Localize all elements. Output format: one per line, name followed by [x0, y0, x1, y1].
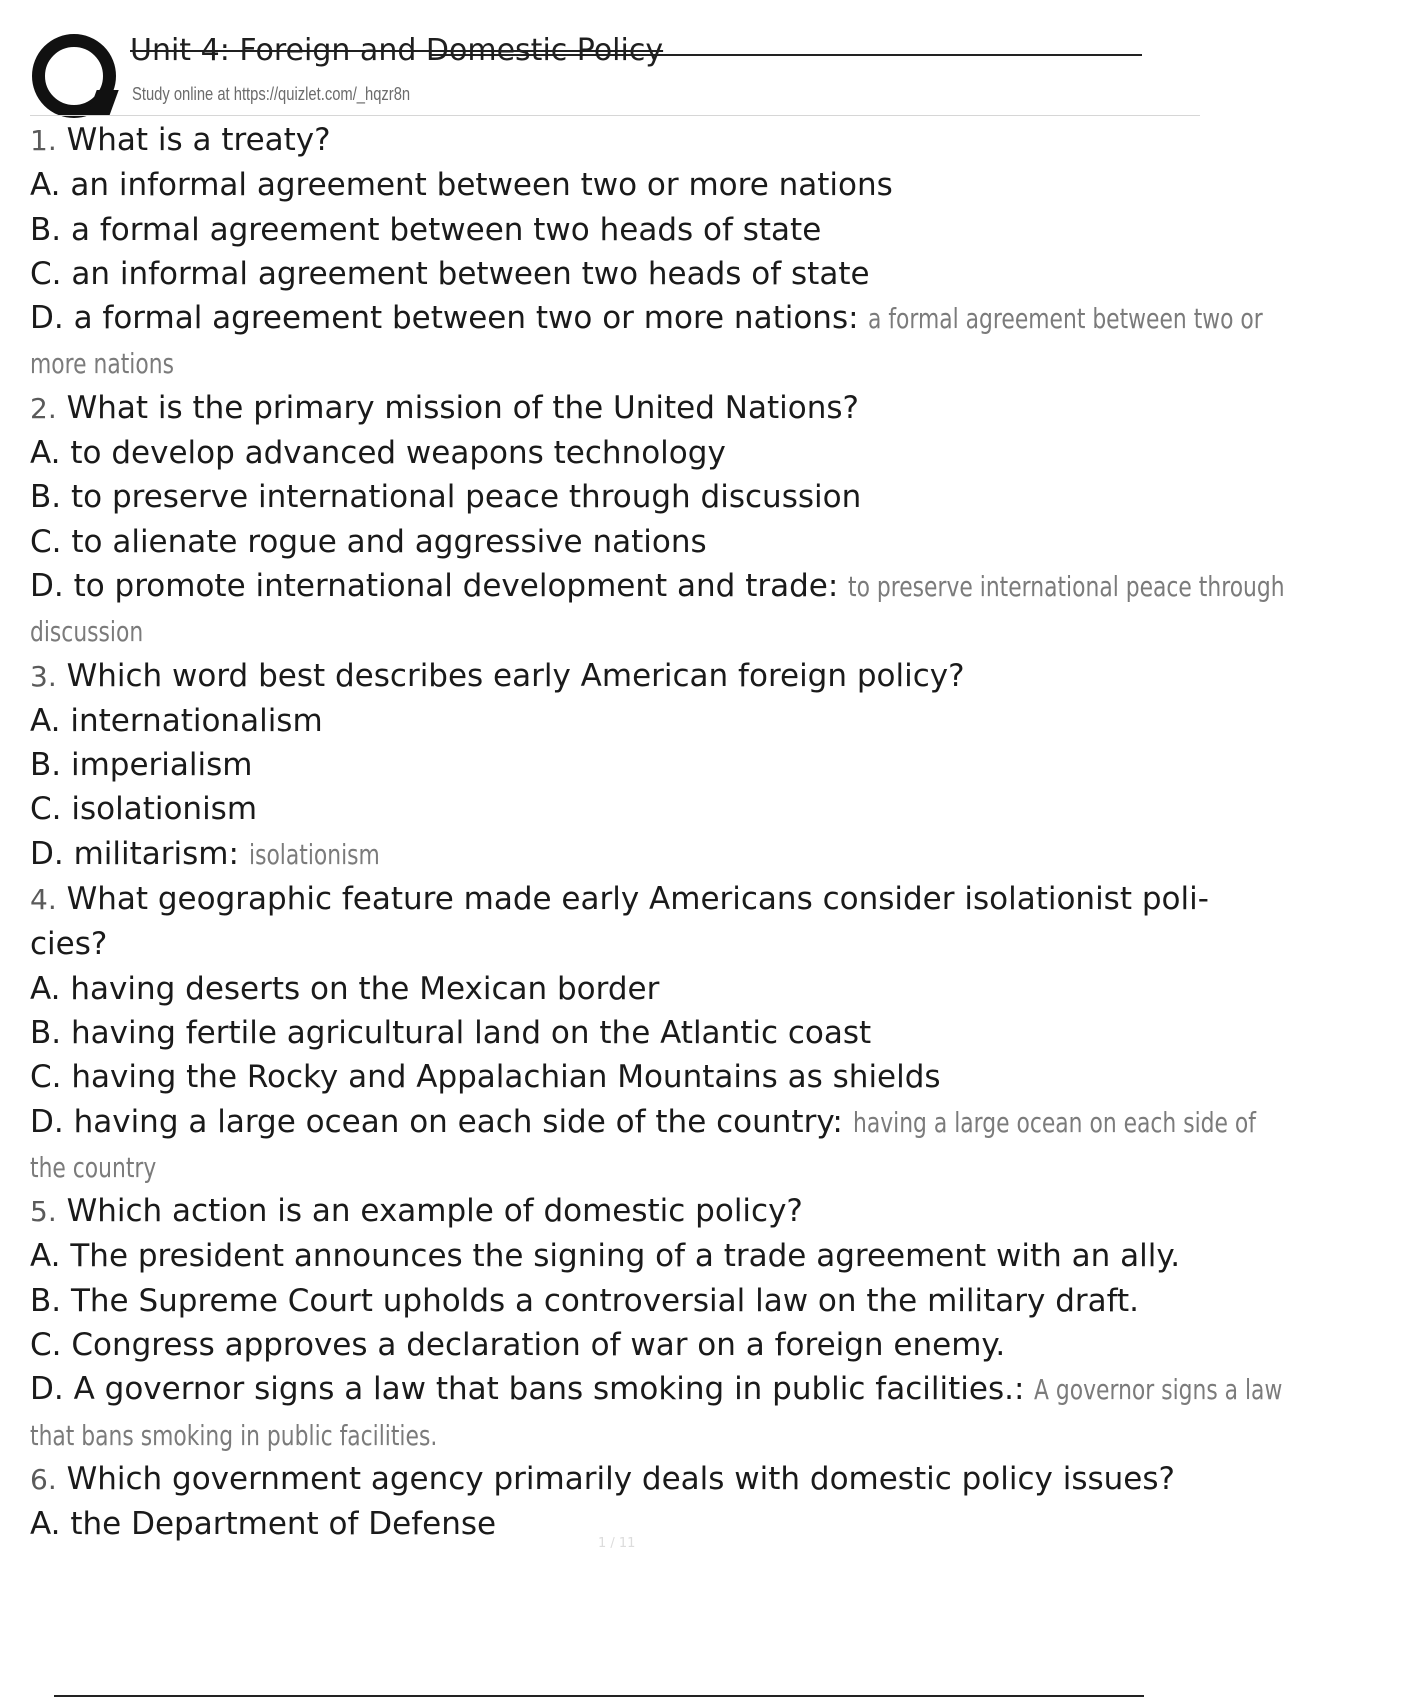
option-a: A. an informal agreement between two or more nations: [30, 167, 893, 204]
option-d: [30, 832, 1200, 877]
study-online-link[interactable]: Study online at https://quizlet.com/_hqzr8n: [132, 84, 411, 104]
correct-answer-continued: more nations: [30, 347, 174, 381]
option-d: [30, 1100, 1256, 1145]
document-title: Unit 4: Foreign and Domestic Policy: [130, 33, 664, 68]
question-list: [30, 118, 1285, 1547]
option-c: C. isolationism: [30, 791, 258, 828]
question-text: What is a treaty?: [66, 122, 331, 158]
question-number: 5.: [30, 1195, 57, 1229]
question-1: [30, 118, 1200, 163]
question-text: Which action is an example of domestic policy?: [66, 1193, 803, 1230]
correct-answer: A governor signs a law: [1034, 1373, 1283, 1407]
option-a: A. The president announces the signing of a trade agreement with an ally.: [30, 1238, 1181, 1275]
option-d-text: D. a formal agreement between two or more nations:: [30, 300, 859, 337]
correct-answer-continued: discussion: [30, 615, 144, 649]
question-6: [30, 1457, 1200, 1502]
option-b: B. having fertile agricultural land on the Atlantic coast: [30, 1014, 872, 1051]
correct-answer: a formal agreement between two or: [868, 302, 1264, 336]
quizlet-logo-icon: [30, 32, 114, 116]
option-b: B. imperialism: [30, 747, 253, 784]
header-divider: [30, 115, 1200, 116]
option-d: [30, 564, 1285, 609]
correct-answer-continued: that bans smoking in public facilities.: [30, 1418, 438, 1452]
question-text: What geographic feature made early Americans consider isolationist poli-: [66, 881, 1209, 918]
option-a: A. having deserts on the Mexican border: [30, 970, 660, 1007]
option-c: C. to alienate rogue and aggressive nations: [30, 523, 707, 560]
option-c: C. Congress approves a declaration of war on a foreign enemy.: [30, 1327, 1006, 1364]
option-b: B. The Supreme Court upholds a controversial law on the military draft.: [30, 1282, 1140, 1319]
option-d: [30, 296, 1264, 341]
option-c: C. an informal agreement between two heads of state: [30, 255, 870, 292]
correct-answer: isolationism: [248, 837, 380, 871]
question-number: 4.: [30, 883, 57, 917]
question-text-continued: cies?: [30, 926, 108, 963]
correct-answer: having a large ocean on each side of: [852, 1105, 1256, 1139]
option-d-text: D. militarism:: [30, 835, 239, 872]
question-number: 6.: [30, 1462, 57, 1496]
question-number: 1.: [30, 124, 57, 157]
option-d-text: D. to promote international development and trade:: [30, 567, 839, 604]
question-4: [30, 877, 1209, 922]
footer-rule: [54, 1695, 1144, 1697]
option-d-text: D. having a large ocean on each side of the country:: [30, 1103, 843, 1140]
option-a: A. to develop advanced weapons technology: [30, 435, 726, 472]
page-number: 1 / 11: [598, 1536, 636, 1551]
question-text: What is the primary mission of the United Nations?: [66, 389, 859, 426]
option-c: C. having the Rocky and Appalachian Mountains as shields: [30, 1059, 941, 1096]
option-d-text: D. A governor signs a law that bans smoking in public facilities.:: [30, 1371, 1025, 1408]
question-number: 2.: [30, 391, 57, 425]
question-5: [30, 1189, 1200, 1234]
option-b: B. to preserve international peace through discussion: [30, 479, 862, 516]
option-d: [30, 1367, 1283, 1412]
correct-answer: to preserve international peace through: [848, 569, 1285, 603]
question-number: 3.: [30, 659, 57, 693]
correct-answer-continued: the country: [30, 1150, 157, 1184]
question-text: Which government agency primarily deals with domestic policy issues?: [66, 1460, 1175, 1497]
option-b: B. a formal agreement between two heads of state: [30, 211, 822, 248]
page-header: [30, 28, 1142, 116]
question-text: Which word best describes early American foreign policy?: [66, 657, 965, 694]
option-a: A. the Department of Defense: [30, 1506, 497, 1543]
question-3: [30, 654, 1200, 699]
question-2: [30, 386, 1200, 431]
option-a: A. internationalism: [30, 702, 323, 739]
